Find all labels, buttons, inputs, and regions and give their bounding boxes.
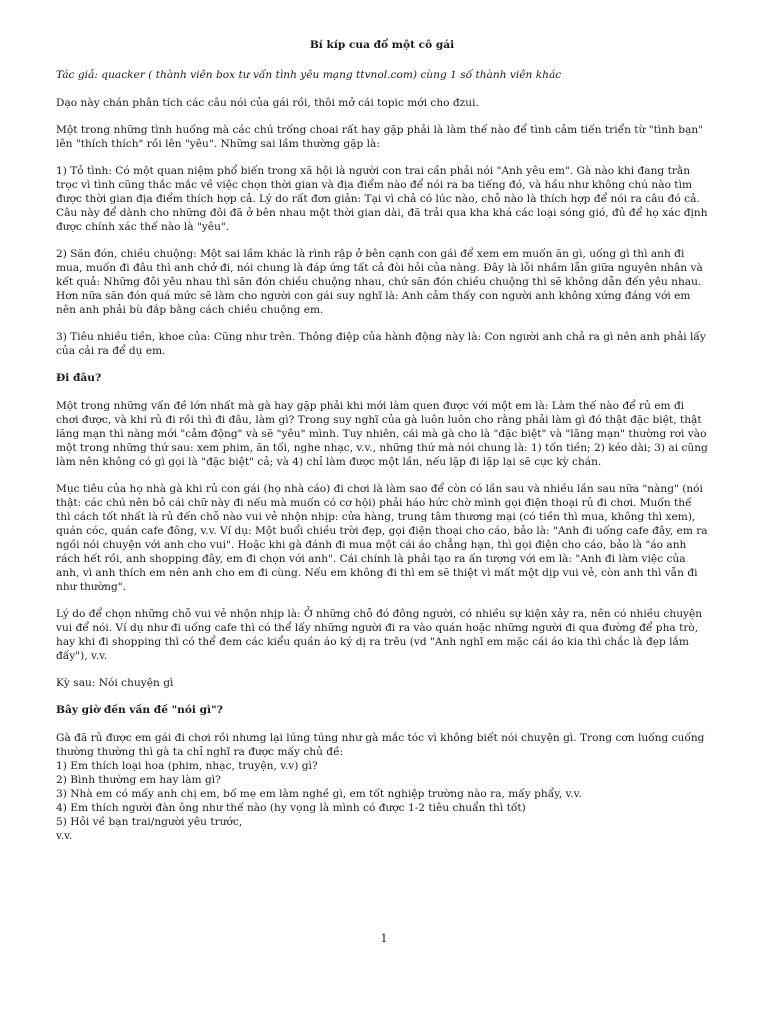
document-title: Bí kíp cua đổ một cô gái bbox=[309, 39, 455, 51]
document-page bbox=[56, 38, 708, 856]
paragraph-what-to-say: Gà đã rủ được em gái đi chơi rồi nhưng lại lúng túng như gà mắc tóc vì không biết nói chuyện gì. Trong cơn luống cuống thường thường thì gà ta chỉ nghĩ ra được mấy chủ đề: bbox=[56, 732, 705, 758]
list-item: 4) Em thích người đàn ông như thế nào (hy vọng là mình có được 1-2 tiêu chuẩn thì tốt) bbox=[56, 802, 526, 814]
paragraph-confession: 1) Tỏ tình: Có một quan niệm phổ biến trong xã hội là người con trai cần phải nói "Anh yêu em". Gà nào khi đang trằn trọc vì tình cũng thắc mắc về việc chọn thời gian và địa điểm nào để nói ra ba tiếng đó, và hầu như không chú nào tìm được thời gian địa điểm thích hợp cả. Lý do rất đơn giản: Tại vì chả có lúc nào, chỗ nào là thích hợp để nói ra câu đó cả. Câu này để dành cho những đôi đã ở bên nhau một thời gian dài, đã trải qua kha khá các loại sóng gió, đủ để họ xác định được chính xác thế nào là "yêu". bbox=[56, 165, 708, 233]
intro-paragraph: Dạo này chán phân tích các câu nói của gái rồi, thôi mở cái topic mới cho đzui. bbox=[56, 97, 479, 109]
list-item: 5) Hỏi về bạn trai/người yêu trước, bbox=[56, 816, 243, 828]
list-item: 3) Nhà em có mấy anh chị em, bố mẹ em làm nghề gì, em tốt nghiệp trường nào ra, mấy phẩy, v.v. bbox=[56, 788, 582, 800]
paragraph-spending: 3) Tiêu nhiều tiền, khoe của: Cũng như trên. Thông điệp của hành động này là: Con người anh chả ra gì nên anh phải lấy của cải ra để dụ em. bbox=[56, 331, 706, 357]
list-item: 2) Bình thường em hay làm gì? bbox=[56, 774, 221, 786]
paragraph-pampering: 2) Săn đón, chiều chuộng: Một sai lầm khác là rình rập ở bên cạnh con gái để xem em muốn ăn gì, uống gì thì anh đi mua, muốn đi đâu thì anh chở đi, nói chung là đáp ứng tất cả đòi hỏi của nàng. Đây là lỗi nhầm lẫn giữa nguyên nhân và kết quả: Những đôi yêu nhau thì săn đón chiều chuộng nhau, chứ săn đón chiều chuộng thì sẽ không dẫn đến yêu nhau. Hơn nữa săn đón quá mức sẽ làm cho người con gái suy nghĩ là: Anh cảm thấy con người anh không xứng đáng với em nên anh phải bù đắp bằng cách chiều chuộng em. bbox=[56, 248, 703, 316]
section-heading-where: Đi đâu? bbox=[56, 372, 102, 384]
author-line: Tác giả: quacker ( thành viên box tư vấn tình yêu mạng ttvnol.com) cùng 1 số thành viên khác bbox=[56, 69, 562, 81]
list-item: 1) Em thích loại hoa (phim, nhạc, truyện, v.v) gì? bbox=[56, 760, 318, 772]
list-item: v.v. bbox=[56, 830, 73, 842]
paragraph-where-goal: Mục tiêu của họ nhà gà khi rủ con gái (họ nhà cáo) đi chơi là làm sao để còn có lần sau và nhiều lần sau nữa "nàng" (nói thật: các chú nên bỏ cái chữ này đi nếu mà muốn có cơ hội) phải háo hức chờ mình gọi điện thoại rủ đi chơi. Muốn thế thì cách tốt nhất là rủ đến chỗ nào vui vẻ nhộn nhịp: cửa hàng, trung tâm thương mại (có tiền thì mua, không thì xem), quán cóc, quán cafe đông, v.v. Ví dụ: Một buổi chiều trời đẹp, gọi điện thoại cho cáo, bảo là: "Anh đi uống cafe đây, em ra ngồi nói chuyện với anh cho vui". Hoặc khi gà đánh đi mua một cái áo chẳng hạn, thì gọi điện cho cáo, bảo là "áo anh rách hết rồi, anh shopping đây, em đi chọn với anh". Cái chính là phải tạo ra ấn tượng với em là: "Anh đi làm việc của anh, vì anh thích em nên anh cho em đi cùng. Nếu em không đi thì em sẽ thiệt vì mất một dịp vui vẻ, còn anh thì vẫn đi như thường". bbox=[56, 483, 708, 593]
section-heading-what-to-say: Bây giờ đến vấn đề "nói gì"? bbox=[56, 704, 223, 716]
paragraph-next-part: Kỳ sau: Nói chuyện gì bbox=[56, 677, 174, 689]
paragraph-mistakes-intro: Một trong những tình huống mà các chú trống choai rất hay gặp phải là làm thế nào để tình cảm tiến triển từ "tình bạn" lên "thích thích" rồi lên "yêu". Những sai lầm thường gặp là: bbox=[56, 124, 704, 150]
paragraph-where-reason: Lý do để chọn những chỗ vui vẻ nhộn nhịp là: Ở những chỗ đó đông người, có nhiều sự kiện xảy ra, nên có nhiều chuyện vui để nói. Ví dụ như đi uống cafe thì có thể lấy những người đi ra vào quán hoặc những người đi qua đường để pha trò, hay khi đi shopping thì có thể đem các kiểu quần áo ký dị ra trêu (vd "Anh nghĩ em mặc cái áo kia thì chắc là đẹp lắm đấy"), v.v. bbox=[56, 608, 703, 662]
page-number: 1 bbox=[380, 932, 388, 945]
paragraph-where-problem: Một trong những vấn đề lớn nhất mà gà hay gặp phải khi mới làm quen được với một em là: Làm thế nào để rủ em đi chơi được, và khi rủ đi rồi thì đi đâu, làm gì? Trong suy nghĩ của gà luôn luôn cho rằng phải làm gì đó thật đặc biệt, thật lãng mạn thì nàng mới "cảm động" và sẽ "yêu" mình. Tuy nhiên, cái mà gà cho là "đặc biệt" và "lãng mạn" thường rơi vào một trong những thứ sau: xem phim, ăn tối, nghe nhạc, v.v., những thứ mà nói chung là: 1) tốn tiền; 2) kéo dài; 3) ai cũng làm nên không có gì gọi là "đặc biệt" cả; và 4) chỉ làm được một lần, nếu lặp đi lặp lại sẽ cực kỳ chán. bbox=[56, 400, 708, 468]
topic-list bbox=[56, 759, 708, 843]
